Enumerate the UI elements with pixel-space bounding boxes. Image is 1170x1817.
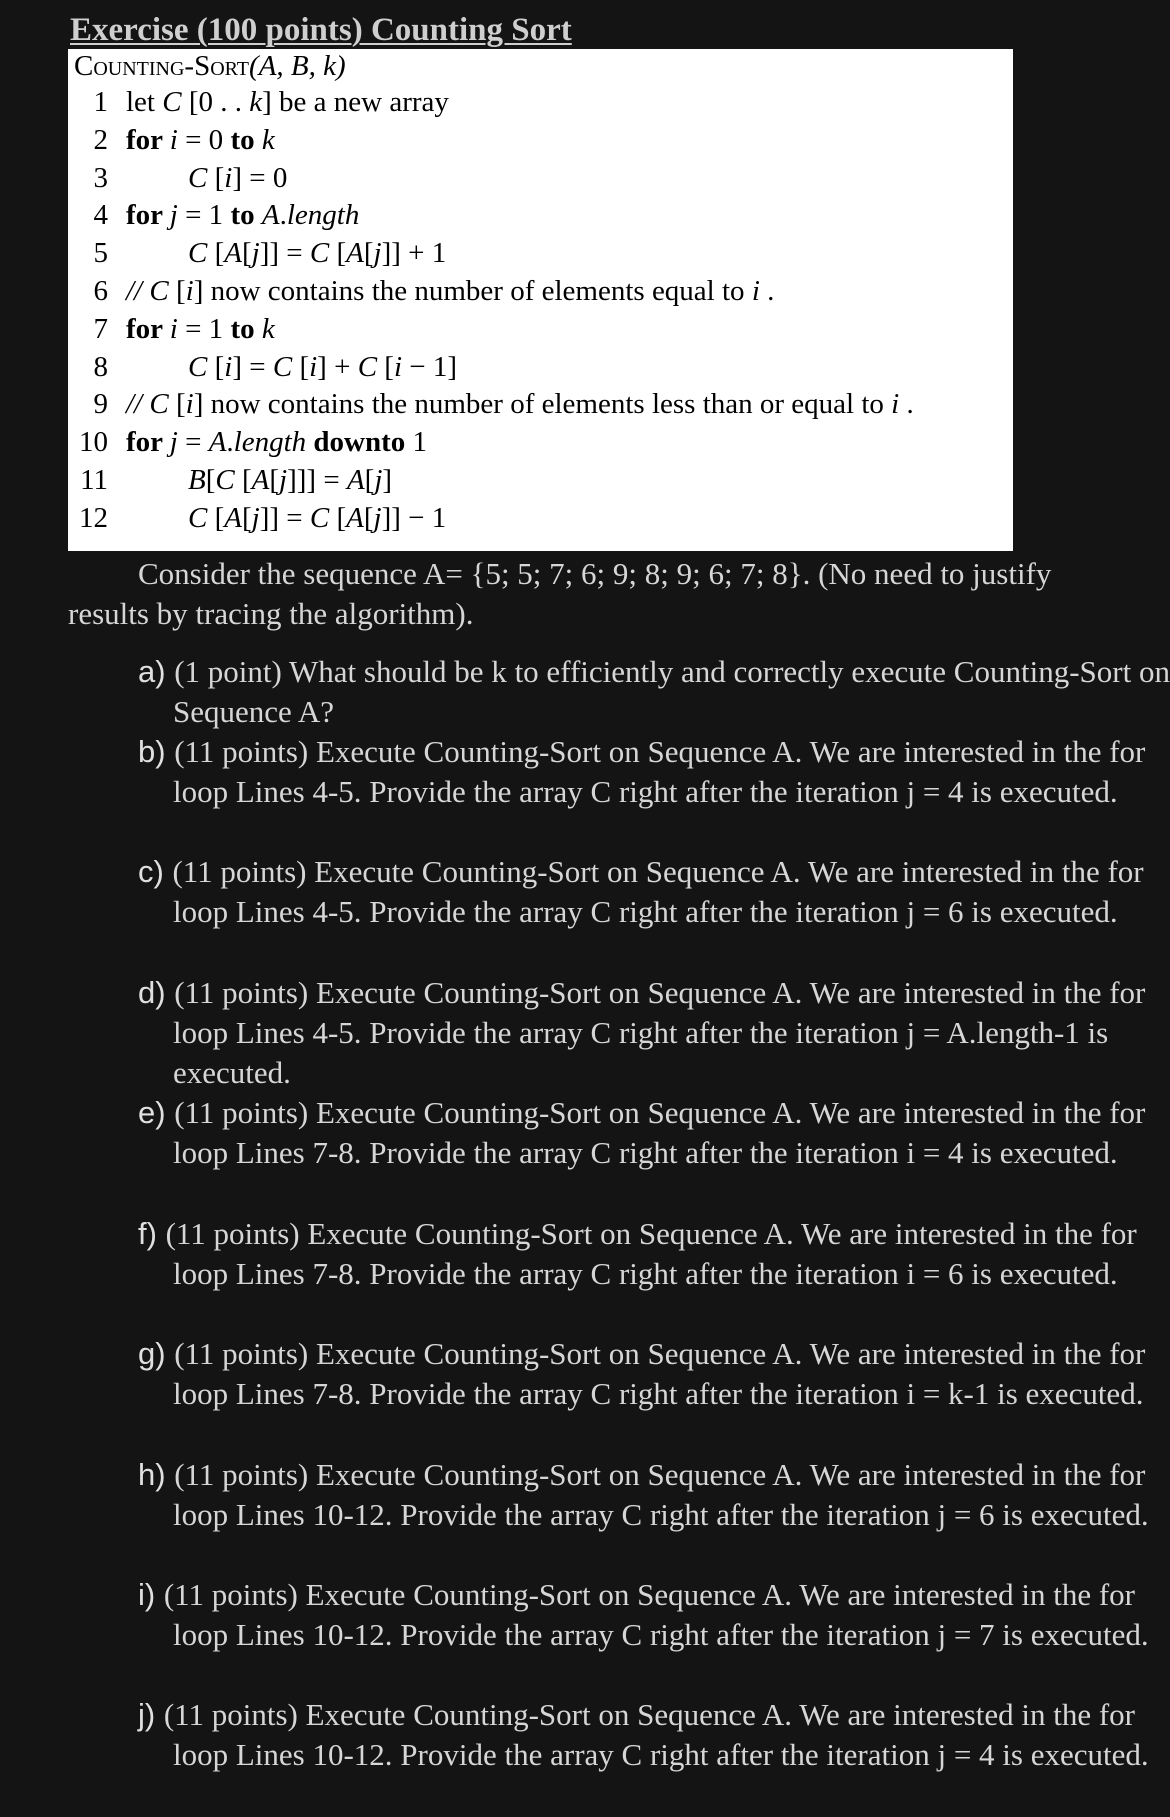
algorithm-params: (A, B, k): [249, 50, 346, 82]
code-line: [68, 461, 392, 499]
code-text: // C [i] now contains the number of elements equal to i .: [126, 275, 775, 307]
code-text: for j = 1 to A.length: [126, 199, 360, 232]
question-text: (11 points) Execute Counting-Sort on Sequence A. We are interested in the for loop Lines 7-8. Provide the array C right after the iteration i = 6 is executed.: [165, 1216, 1137, 1291]
line-number: 6: [93, 275, 108, 307]
question-item: [138, 1214, 1170, 1294]
line-number: 5: [93, 237, 108, 270]
code-text: for i = 1 to k: [126, 312, 275, 345]
algorithm-box: [68, 49, 1013, 551]
code-text: for i = 0 to k: [126, 123, 275, 156]
question-text: (11 points) Execute Counting-Sort on Sequence A. We are interested in the for loop Lines 10-12. Provide the array C right after the iteration j = 6 is executed.: [173, 1457, 1149, 1532]
question-letter: a): [138, 654, 175, 689]
code-line: [68, 499, 446, 537]
line-number: 3: [93, 161, 108, 194]
question-item: [138, 1695, 1170, 1775]
line-number: 9: [93, 388, 108, 421]
code-text: // C [i] now contains the number of elements less than or equal to i .: [126, 388, 914, 421]
question-item: [138, 1334, 1170, 1414]
code-line: [68, 159, 287, 197]
question-letter: e): [138, 1095, 175, 1130]
question-item: [138, 1455, 1170, 1535]
code-line: [68, 272, 774, 310]
question-text: (11 points) Execute Counting-Sort on Sequence A. We are interested in the for loop Lines 4-5. Provide the array C right after the iteration j = 4 is executed.: [173, 734, 1146, 809]
question-item: [138, 732, 1170, 812]
code-line: [68, 234, 446, 272]
code-text: C [i] = C [i] + C [i − 1]: [188, 350, 458, 383]
line-number: 7: [93, 312, 108, 345]
question-item: [138, 1093, 1170, 1173]
question-letter: b): [138, 734, 175, 769]
code-line: [68, 348, 457, 386]
line-number: 12: [79, 501, 108, 534]
intro-text: Consider the sequence A= {5; 5; 7; 6; 9; 8; 9; 6; 7; 8}. (No need to justify results by tracing the algorithm).: [68, 556, 1052, 631]
question-letter: d): [138, 975, 175, 1010]
question-letter: g): [138, 1336, 175, 1371]
question-item: [138, 1575, 1170, 1655]
line-number: 4: [93, 199, 108, 232]
algorithm-header: [74, 49, 346, 83]
code-text: let C [0 . . k] be a new array: [126, 86, 449, 118]
question-text: (11 points) Execute Counting-Sort on Sequence A. We are interested in the for loop Lines 7-8. Provide the array C right after the iteration i = 4 is executed.: [173, 1095, 1146, 1170]
line-number: 2: [93, 123, 108, 156]
question-letter: c): [138, 854, 173, 889]
question-item: [138, 973, 1170, 1093]
question-text: (11 points) Execute Counting-Sort on Sequence A. We are interested in the for loop Lines 10-12. Provide the array C right after the iteration j = 4 is executed.: [163, 1697, 1149, 1772]
question-letter: f): [138, 1216, 166, 1251]
question-text: (11 points) Execute Counting-Sort on Sequence A. We are interested in the for loop Lines 4-5. Provide the array C right after the iteration j = A.length-1 is executed.: [173, 975, 1146, 1090]
code-line: [68, 196, 359, 234]
line-number: 11: [80, 464, 108, 496]
question-letter: i): [138, 1577, 164, 1612]
code-text: C [A[j]] = C [A[j]] − 1: [188, 501, 447, 534]
question-item: [138, 652, 1170, 732]
code-line: [68, 385, 914, 423]
question-letter: j): [138, 1697, 164, 1732]
code-line: [68, 310, 275, 348]
code-line: [68, 423, 427, 461]
code-line: [68, 121, 275, 159]
exercise-title: Exercise (100 points) Counting Sort: [70, 12, 572, 48]
line-number: 8: [93, 350, 108, 383]
line-number: 1: [93, 86, 108, 118]
code-text: C [i] = 0: [188, 161, 288, 194]
code-line: [68, 83, 449, 121]
question-text: (11 points) Execute Counting-Sort on Sequence A. We are interested in the for loop Lines 10-12. Provide the array C right after the iteration j = 7 is executed.: [163, 1577, 1149, 1652]
question-item: [138, 852, 1170, 932]
question-text: (11 points) Execute Counting-Sort on Sequence A. We are interested in the for loop Lines 4-5. Provide the array C right after the iteration j = 6 is executed.: [172, 854, 1144, 929]
question-text: (1 point) What should be k to efficiently and correctly execute Counting-Sort on Sequence A?: [173, 654, 1170, 729]
line-number: 10: [79, 426, 108, 459]
algorithm-name: Counting-Sort: [74, 50, 250, 82]
question-letter: h): [138, 1457, 175, 1492]
code-text: for j = A.length downto 1: [126, 426, 428, 459]
question-text: (11 points) Execute Counting-Sort on Sequence A. We are interested in the for loop Lines 7-8. Provide the array C right after the iteration i = k-1 is executed.: [173, 1336, 1146, 1411]
code-text: C [A[j]] = C [A[j]] + 1: [188, 237, 447, 270]
code-text: B[C [A[j]]] = A[j]: [188, 464, 393, 496]
